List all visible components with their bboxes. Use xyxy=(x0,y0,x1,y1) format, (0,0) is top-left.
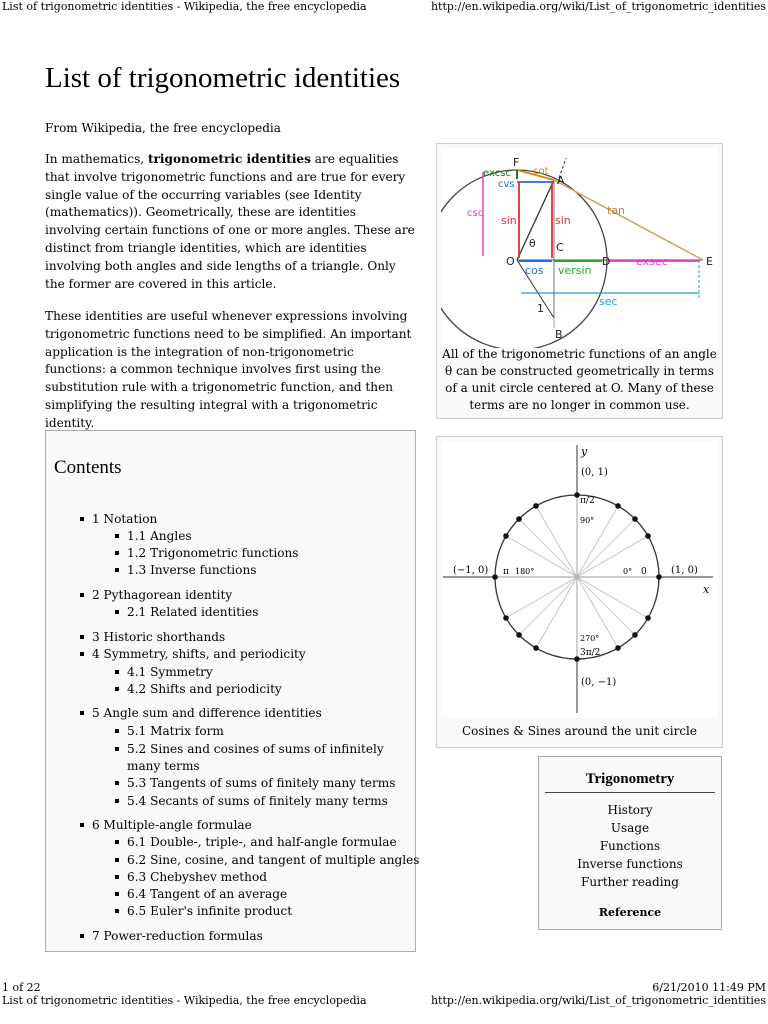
angle-zero: 0 xyxy=(641,567,647,577)
toc-item[interactable] xyxy=(127,723,224,739)
toc-item-label: 5 Angle sum and difference identities xyxy=(92,706,322,720)
angle-180-deg: 180° xyxy=(515,567,535,576)
angle-spoke xyxy=(577,577,635,635)
intro-bold-term: trigonometric identities xyxy=(147,152,311,166)
footer-page-title: List of trigonometric identities - Wikipedia, the free encyclopedia xyxy=(2,994,367,1007)
bullet-icon xyxy=(115,534,119,538)
toc-item[interactable] xyxy=(92,646,306,662)
toc-item[interactable] xyxy=(127,604,258,620)
angle-point xyxy=(516,516,522,522)
angle-spoke xyxy=(577,577,648,618)
label-excsc: excsc xyxy=(483,168,511,179)
toc-item-label: 6.5 Euler's infinite product xyxy=(127,904,293,918)
toc-item-label: 5.2 Sines and cosines of sums of infinitely xyxy=(127,742,384,756)
toc-item-label: 1.1 Angles xyxy=(127,529,192,543)
unit-circle xyxy=(441,170,607,348)
bullet-icon xyxy=(80,652,84,656)
toc-item-label: 4 Symmetry, shifts, and periodicity xyxy=(92,647,306,661)
bullet-icon xyxy=(115,875,119,879)
angle-270-deg: 270° xyxy=(580,634,600,643)
bullet-icon xyxy=(115,551,119,555)
bullet-icon xyxy=(80,711,84,715)
header-page-title: List of trigonometric identities - Wikipedia, the free encyclopedia xyxy=(2,0,367,13)
usage-paragraph: These identities are useful whenever expressions involving trigonometric functions need to be simplified. An important application is the integration of non-trigonometric functions: a common technique involves first using the substitution rule with a trigonometric function, and then simplifying the resulting integral with a trigonometric identity. xyxy=(45,309,412,430)
angle-point xyxy=(645,615,651,621)
toc-item-label: 1.2 Trigonometric functions xyxy=(127,546,299,560)
trigonometry-navbox xyxy=(538,756,722,930)
angle-point xyxy=(574,656,580,662)
angle-point xyxy=(645,533,651,539)
angle-point xyxy=(656,574,662,580)
bullet-icon xyxy=(115,610,119,614)
footer-page-count: 1 of 22 xyxy=(2,981,41,994)
toc-item[interactable] xyxy=(127,793,388,809)
angle-spoke xyxy=(577,536,648,577)
toc-item-label: 6.3 Chebyshev method xyxy=(127,870,267,884)
point-left: (−1, 0) xyxy=(453,565,489,576)
bullet-icon xyxy=(115,687,119,691)
angle-point xyxy=(516,632,522,638)
footer-datetime: 6/21/2010 11:49 PM xyxy=(652,981,766,994)
angle-point xyxy=(533,645,539,651)
toc-item-label: 2 Pythagorean identity xyxy=(92,588,233,602)
toc-item[interactable] xyxy=(127,562,256,578)
angle-spoke xyxy=(536,577,577,648)
angle-point xyxy=(632,516,638,522)
label-A: A xyxy=(557,174,565,187)
toc-item-label: 7 Power-reduction formulas xyxy=(92,929,263,943)
intro-text-b: are equalities that involve trigonometric functions and are true for every single value of the occurring variables (see Identity (mathematics)). Geometrically, these are identities involving certain functions of one or more angles. These are distinct from triangle identities, which are identities involving both angles and side lengths of a triangle. Only the former are covered in this article. xyxy=(45,152,415,291)
bullet-icon xyxy=(115,892,119,896)
label-E: E xyxy=(706,255,713,268)
toc-item-label: 4.1 Symmetry xyxy=(127,665,213,679)
bullet-icon xyxy=(80,823,84,827)
angle-point xyxy=(615,645,621,651)
toc-item-label: 6.4 Tangent of an average xyxy=(127,887,288,901)
toc-item-label: many terms xyxy=(127,759,200,773)
intro-text-a: In mathematics, xyxy=(45,152,148,166)
toc-item-label: 4.2 Shifts and periodicity xyxy=(127,682,282,696)
toc-item[interactable] xyxy=(127,903,292,919)
navbox-item-functions[interactable]: Functions xyxy=(599,839,661,853)
angle-pi-half: π/2 xyxy=(580,496,595,506)
toc-item-label: 1 Notation xyxy=(92,512,158,526)
label-cvs: cvs xyxy=(498,179,515,190)
toc-item[interactable] xyxy=(92,629,225,645)
label-versin: versin xyxy=(558,264,592,277)
navbox-item-usage[interactable]: Usage xyxy=(610,821,650,835)
label-cot: cot xyxy=(533,166,549,177)
label-C: C xyxy=(556,241,564,254)
angle-0-deg: 0° xyxy=(623,567,633,576)
toc-item[interactable] xyxy=(127,834,397,850)
footer-url[interactable]: http://en.wikipedia.org/wiki/List_of_trigonometric_identities xyxy=(430,994,766,1007)
toc-item[interactable] xyxy=(127,741,384,757)
bullet-icon xyxy=(80,934,84,938)
angle-spoke xyxy=(506,577,577,618)
toc-item-label: 5.1 Matrix form xyxy=(127,724,224,738)
toc-item-label: 2.1 Related identities xyxy=(127,605,259,619)
label-one: 1 xyxy=(537,302,544,315)
bullet-icon xyxy=(115,781,119,785)
point-bottom: (0, −1) xyxy=(581,677,617,688)
label-cos: cos xyxy=(525,264,544,277)
angle-90-deg: 90° xyxy=(580,516,595,525)
toc-item[interactable] xyxy=(92,587,232,603)
angle-spoke xyxy=(536,506,577,577)
toc-item[interactable] xyxy=(127,528,192,544)
toc-item[interactable] xyxy=(127,869,267,885)
toc-item-label: 5.4 Secants of sums of finitely many terms xyxy=(127,794,388,808)
table-of-contents xyxy=(45,430,420,952)
trig-construction-diagram[interactable] xyxy=(441,148,718,348)
figure1-caption: All of the trigonometric functions of an angle θ can be constructed geometrically in terms of a unit circle centered at O. Many of these terms are no longer in common use. xyxy=(442,347,717,412)
toc-item[interactable] xyxy=(92,705,322,721)
bullet-icon xyxy=(80,593,84,597)
toc-item-label: 1.3 Inverse functions xyxy=(127,563,257,577)
toc-item-label: 6.2 Sine, cosine, and tangent of multiple angles xyxy=(127,853,420,867)
toc-item-label: 6 Multiple-angle formulae xyxy=(92,818,252,832)
label-B: B xyxy=(555,328,563,341)
label-O: O xyxy=(506,255,515,268)
angle-point xyxy=(503,533,509,539)
bullet-icon xyxy=(115,568,119,572)
toc-heading: Contents xyxy=(54,457,122,478)
toc-item[interactable] xyxy=(127,545,298,561)
bullet-icon xyxy=(115,909,119,913)
label-exsec: exsec xyxy=(636,255,668,268)
navbox-title[interactable]: Trigonometry xyxy=(545,771,715,793)
toc-item-label: 6.1 Double-, triple-, and half-angle formulae xyxy=(127,835,397,849)
toc-item xyxy=(127,758,200,774)
toc-item-label: 3 Historic shorthands xyxy=(92,630,226,644)
intro-paragraph xyxy=(45,151,415,293)
from-wikipedia-tagline: From Wikipedia, the free encyclopedia xyxy=(45,121,281,135)
toc-item[interactable] xyxy=(92,511,157,527)
point-right: (1, 0) xyxy=(671,565,698,576)
tan-segment xyxy=(554,180,703,260)
label-theta: θ xyxy=(529,237,536,250)
label-tan: tan xyxy=(607,204,626,217)
label-sin-left: sin xyxy=(501,214,517,227)
angle-pi: π xyxy=(503,567,509,577)
toc-item[interactable] xyxy=(127,775,395,791)
bullet-icon xyxy=(115,729,119,733)
toc-item-label: 5.3 Tangents of sums of finitely many terms xyxy=(127,776,396,790)
label-D: D xyxy=(602,255,611,268)
figure-unit-circle xyxy=(436,436,723,748)
angle-3pi-half: 3π/2 xyxy=(580,648,601,658)
header-url[interactable]: http://en.wikipedia.org/wiki/List_of_trigonometric_identities xyxy=(430,0,766,13)
navbox-item-history[interactable]: History xyxy=(607,803,653,817)
bullet-icon xyxy=(115,858,119,862)
angle-point xyxy=(533,503,539,509)
y-axis-label: y xyxy=(581,445,588,458)
label-csc: csc xyxy=(467,208,484,219)
label-F: F xyxy=(513,156,520,169)
figure-trig-construction xyxy=(436,143,723,419)
angle-point xyxy=(492,574,498,580)
navbox-item-inverse-functions[interactable]: Inverse functions xyxy=(577,857,683,871)
page-title: List of trigonometric identities xyxy=(45,62,401,94)
toc-item[interactable] xyxy=(92,817,252,833)
bullet-icon xyxy=(115,747,119,751)
label-sec: sec xyxy=(599,295,618,308)
angle-point xyxy=(574,492,580,498)
toc-item[interactable] xyxy=(127,681,282,697)
angle-spoke xyxy=(519,577,577,635)
angle-point xyxy=(615,503,621,509)
label-sin-right: sin xyxy=(555,214,571,227)
navbox-reference-heading: Reference xyxy=(598,906,662,919)
figure2-caption: Cosines & Sines around the unit circle xyxy=(462,724,697,738)
bullet-icon xyxy=(115,670,119,674)
navbox-item-further-reading[interactable]: Further reading xyxy=(581,875,679,889)
angle-point xyxy=(632,632,638,638)
toc-item[interactable] xyxy=(127,886,287,902)
bullet-icon xyxy=(80,517,84,521)
toc-item[interactable] xyxy=(92,928,263,944)
bullet-icon xyxy=(115,799,119,803)
toc-item[interactable] xyxy=(127,664,213,680)
angle-point xyxy=(503,615,509,621)
toc-item[interactable] xyxy=(127,852,420,868)
point-top: (0, 1) xyxy=(581,467,608,478)
bullet-icon xyxy=(115,840,119,844)
unit-circle-diagram[interactable] xyxy=(441,441,718,717)
x-axis-label: x xyxy=(703,583,710,596)
bullet-icon xyxy=(80,635,84,639)
